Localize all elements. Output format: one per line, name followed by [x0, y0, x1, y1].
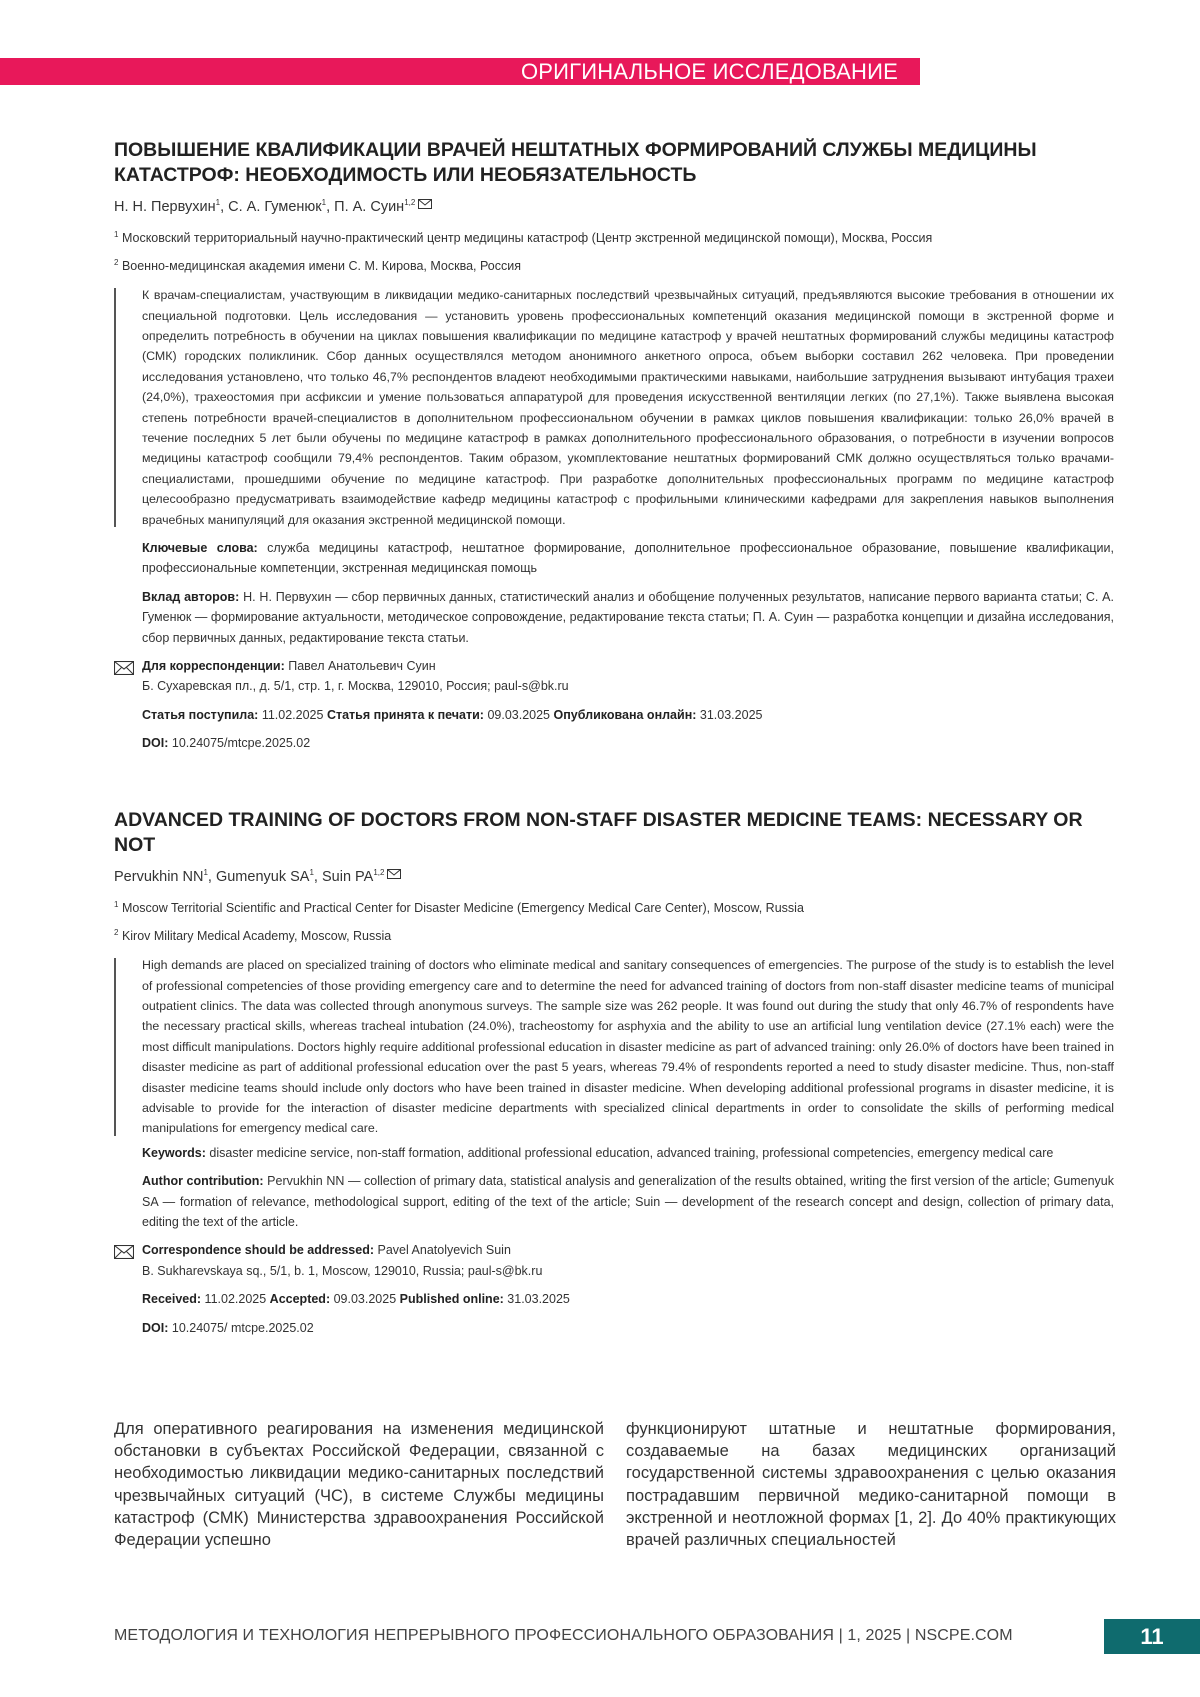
en-author-2: Gumenyuk SA: [216, 869, 310, 885]
journal-footer: МЕТОДОЛОГИЯ И ТЕХНОЛОГИЯ НЕПРЕРЫВНОГО ПРОФЕССИОНАЛЬНОГО ОБРАЗОВАНИЯ | 1, 2025 | NSCPE.COM: [114, 1627, 1013, 1645]
en-keywords: Keywords: disaster medicine service, non-staff formation, additional professional education, advanced training, professional competencies, emergency medical care: [114, 1143, 1114, 1163]
envelope-icon: [114, 1245, 134, 1259]
ru-author-1: Н. Н. Первухин: [114, 199, 216, 215]
en-correspondence: Correspondence should be addressed: Pavel Anatolyevich Suin B. Sukharevskaya sq., 5/1, b. 1, Moscow, 129010, Russia; paul-s@bk.ru: [114, 1240, 1114, 1281]
ru-correspondence: Для корреспонденции: Павел Анатольевич Суин Б. Сухаревская пл., д. 5/1, стр. 1, г. Москва, 129010, Россия; paul-s@bk.ru: [114, 656, 1114, 697]
en-dates: Received: 11.02.2025 Accepted: 09.03.2025 Published online: 31.03.2025: [114, 1289, 1114, 1309]
en-author-3: Suin PA: [322, 869, 373, 885]
ru-doi: DOI: 10.24075/mtcpe.2025.02: [114, 733, 1114, 753]
en-corr-address: B. Sukharevskaya sq., 5/1, b. 1, Moscow, 129010, Russia; paul-s@bk.ru: [142, 1264, 542, 1278]
page-number: 11: [1104, 1619, 1200, 1654]
en-authors: Pervukhin NN1, Gumenyuk SA1, Suin PA1,2: [114, 868, 1114, 885]
en-doi: DOI: 10.24075/ mtcpe.2025.02: [114, 1318, 1114, 1338]
en-abstract: High demands are placed on specialized training of doctors who eliminate medical and sanitary consequences of emergencies. The purpose of the study is to establish the level of professional competencies of those providing emergency care and to determine the need for advanced training of doctors from non-staff disaster medicine teams of municipal outpatient clinics. The data was collected through anonymous surveys. The sample size was 262 people. It was found out during the study that only 46.7% of respondents have the necessary practical skills, whereas tracheal intubation (24.0%), tracheostomy for asphyxia and the ability to use an artificial lung ventilation device (27.1% each) were the most difficult manipulations. Doctors highly require additional professional education in disaster medicine as part of advanced training: only 26.0% of doctors have been trained in disaster medicine as part of additional professional education over the past 5 years, whereas 79.4% of respondents reported a need to study disaster medicine. Thus, non-staff disaster medicine teams should include only doctors who have been trained in disaster medicine. When developing additional professional programs in disaster medicine, it is advisable to provide for the interaction of disaster medicine departments with specialized clinical departments in order to consolidate the skills of performing medical manipulations for emergency medical care.: [114, 955, 1114, 1139]
en-affiliation-1: 1 Moscow Territorial Scientific and Practical Center for Disaster Medicine (Emergency Medical Care Center), Moscow, Russia: [114, 897, 1114, 916]
ru-title: ПОВЫШЕНИЕ КВАЛИФИКАЦИИ ВРАЧЕЙ НЕШТАТНЫХ ФОРМИРОВАНИЙ СЛУЖБЫ МЕДИЦИНЫ КАТАСТРОФ: НЕОБХОДИМОСТЬ ИЛИ НЕОБЯЗАТЕЛЬНОСТЬ: [114, 138, 1114, 188]
ru-dates: Статья поступила: 11.02.2025 Статья принята к печати: 09.03.2025 Опубликована онлайн: 31.03.2025: [114, 705, 1114, 725]
ru-authors: Н. Н. Первухин1, С. А. Гуменюк1, П. А. Суин1,2: [114, 198, 1114, 215]
en-title: ADVANCED TRAINING OF DOCTORS FROM NON-STAFF DISASTER MEDICINE TEAMS: NECESSARY OR NOT: [114, 808, 1114, 858]
envelope-icon: [418, 199, 432, 209]
body-column-left: Для оперативного реагирования на изменения медицинской обстановки в субъектах Российской Федерации, связанной с необходимостью ликвидации медико-санитарных последствий чрезвычайных ситуаций (ЧС), в системе Службы медицины катастроф (СМК) Министерства здравоохранения Российской Федерации успешно: [114, 1418, 604, 1551]
ru-author-3: П. А. Суин: [334, 199, 404, 215]
section-banner: [0, 58, 920, 85]
section-label: ОРИГИНАЛЬНОЕ ИССЛЕДОВАНИЕ: [521, 58, 898, 86]
abstract-rule: [114, 958, 116, 1136]
ru-keywords: Ключевые слова: служба медицины катастроф, нештатное формирование, дополнительное профессиональное образование, повышение квалификации, профессиональные компетенции, экстренная медицинская помощь: [114, 538, 1114, 579]
body-column-right: функционируют штатные и нештатные формирования, создаваемые на базах медицинских организаций государственной системы здравоохранения с целью оказания пострадавшим первичной медико-санитарной помощи в экстренной и неотложной формах [1, 2]. До 40% практикующих врачей различных специальностей: [626, 1418, 1116, 1551]
ru-author-2: С. А. Гуменюк: [228, 199, 322, 215]
en-article-header: [114, 808, 1114, 1338]
ru-affiliation-1: 1 Московский территориальный научно-практический центр медицины катастроф (Центр экстренной медицинской помощи), Москва, Россия: [114, 227, 1114, 246]
en-contribution: Author contribution: Pervukhin NN — collection of primary data, statistical analysis and generalization of the results obtained, writing the first version of the article; Gumenyuk SA — formation of relevance, methodological support, editing of the text of the article; Suin — development of the research concept and design, collection of primary data, editing the text of the article.: [114, 1171, 1114, 1232]
ru-contribution: Вклад авторов: Н. Н. Первухин — сбор первичных данных, статистический анализ и обобщение полученных результатов, написание первого варианта статьи; С. А. Гуменюк — формирование актуальности, методическое сопровождение, редактирование текста статьи; П. А. Суин — разработка концепции и дизайна исследования, сбор первичных данных, редактирование текста статьи.: [114, 587, 1114, 648]
envelope-icon: [114, 661, 134, 675]
en-affiliation-2: 2 Kirov Military Medical Academy, Moscow, Russia: [114, 925, 1114, 944]
ru-article-header: [114, 138, 1114, 754]
ru-corr-address: Б. Сухаревская пл., д. 5/1, стр. 1, г. Москва, 129010, Россия; paul-s@bk.ru: [142, 679, 569, 693]
envelope-icon: [387, 869, 401, 879]
abstract-rule: [114, 288, 116, 527]
ru-abstract: К врачам-специалистам, участвующим в ликвидации медико-санитарных последствий чрезвычайных ситуаций, предъявляются высокие требования в отношении их специальной подготовки. Цель исследования — установить уровень профессиональных компетенций оказания медицинской помощи в экстренной форме и определить потребность в обучении на циклах повышения квалификации по медицине катастроф у врачей нештатных формирований службы медицины катастроф (СМК) городских поликлиник. Сбор данных осуществлялся методом анонимного анкетного опроса, объем выборки составил 262 человека. При проведении исследования установлено, что только 46,7% респондентов владеют необходимыми практическими навыками, наибольшие затруднения вызывают интубация трахеи (24,0%), трахеостомия при асфиксии и умение пользоваться аппаратурой для проведения искусственной вентиляции легких (по 27,1%). Также выявлена высокая степень потребности врачей-специалистов в дополнительном профессиональном обучении в рамках циклов повышения квалификации: только 26,0% врачей в течение последних 5 лет были обучены по медицине катастроф в рамках дополнительного профессионального образования, о потребности в изучении вопросов медицины катастроф сообщили 79,4% респондентов. Таким образом, укомплектование нештатных формирований СМК должно осуществляться только врачами-специалистами, прошедшими обучение по медицине катастроф. При разработке дополнительных профессиональных программ по медицине катастроф целесообразно предусматривать взаимодействие кафедр медицины катастроф с профильными клиническими кафедрами для закрепления навыков выполнения врачебных манипуляций для оказания экстренной медицинской помощи.: [114, 285, 1114, 530]
en-author-1: Pervukhin NN: [114, 869, 203, 885]
ru-affiliation-2: 2 Военно-медицинская академия имени С. М. Кирова, Москва, Россия: [114, 255, 1114, 274]
